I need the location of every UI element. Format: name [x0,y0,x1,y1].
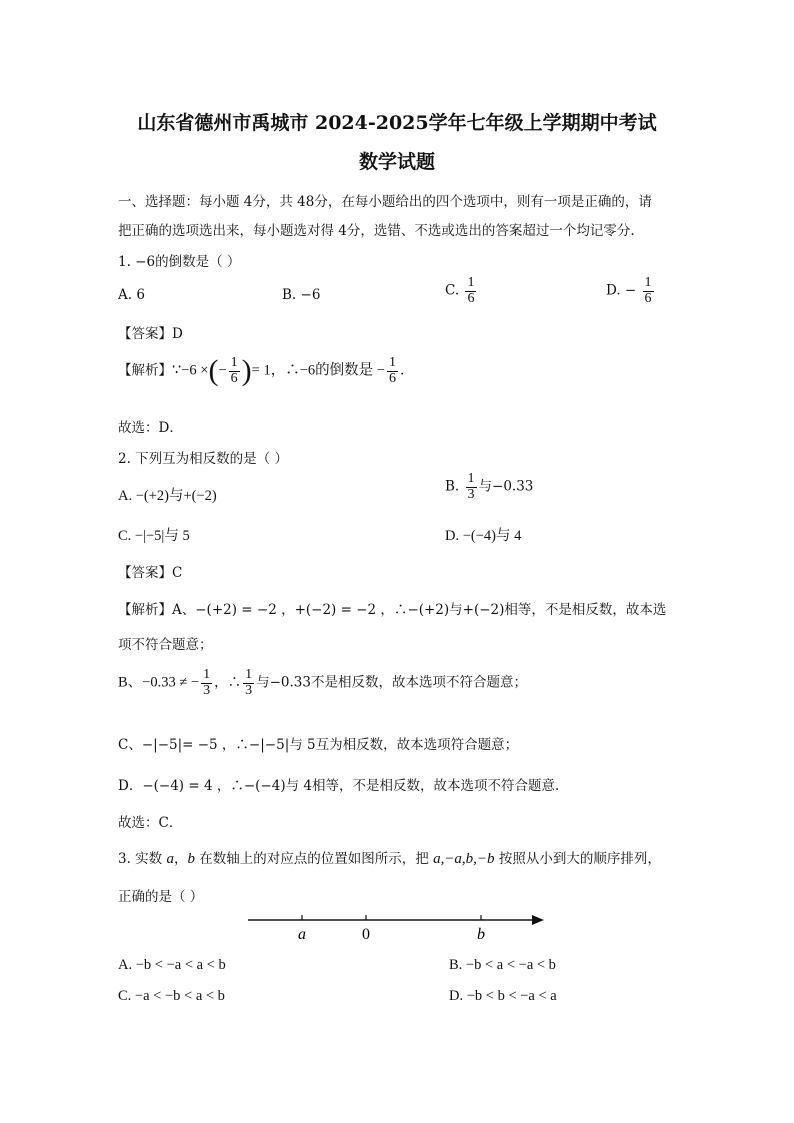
explanation-b-fraction [201,668,212,698]
q3-option-d: D. −b < b < −a < a [449,988,557,1004]
page-title: 山东省德州市禹城市 2024-2025学年七年级上学期期中考试 [137,112,657,134]
q1-option-c-label: C. [445,282,460,299]
q1-answer: 【答案】D [118,326,183,342]
q1-option-c-fraction [465,276,476,306]
q2-option-a: A. −(+2)与+(−2) [118,488,217,504]
fraction-denominator: 6 [230,370,238,386]
explanation-end: . [399,362,405,379]
right-paren: ) [241,354,252,388]
left-paren: ( [208,354,219,388]
q2-option-d: D. −(−4)与 4 [445,528,522,544]
fraction-numerator: 1 [245,667,253,682]
explanation-b-fraction-2 [243,668,254,698]
fraction-numerator: 1 [230,355,238,370]
explanation-b-mid: ，∴ [214,674,242,691]
q2-option-b-fraction [466,472,477,502]
q3-stem-line2: 正确的是（ ） [118,889,204,905]
page-subtitle: 数学试题 [358,151,435,173]
q1-option-c [445,276,478,306]
q3-option-b: B. −b < a < −a < b [449,957,556,973]
q2-explanation-b [118,668,527,698]
fraction-denominator: 6 [388,370,396,386]
fraction-denominator: 3 [467,486,475,502]
explanation-fraction [229,356,240,386]
label-b: b [477,926,485,943]
q2-option-b-label: B. [445,478,460,495]
fraction-numerator: 1 [467,275,475,290]
label-a: a [298,926,306,943]
q1-stem: 1. −6的倒数是（ ） [118,254,241,270]
section-intro-line2: 把正确的选项选出来，每小题选对得 4分，选错、不选或选出的答案超过一个均记零分. [118,223,635,239]
q2-option-b [445,472,533,502]
q2-explanation-a-line1: 【解析】A、−(+2) = −2 ，+(−2) = −2 ，∴−(+2)与+(−2)相等，不是相反数，故本选 [118,602,667,618]
label-zero: 0 [362,926,370,943]
q2-explanation-d: D．−(−4) = 4 ，∴−(−4)与 4相等，不是相反数，故本选项不符合题意. [118,778,560,794]
q2-option-c: C. −|−5|与 5 [118,528,190,544]
q3-stem-end: 按照从小到大的顺序排列， [494,851,661,867]
q2-option-b-text: 与−0.33 [478,478,534,495]
q3-stem-sep: ， [173,851,188,867]
explanation-b-end: 与−0.33不是相反数，故本选项不符合题意； [256,674,527,691]
q2-explanation-a-line2: 项不符合题意； [118,637,213,653]
q2-answer: 【答案】C [118,565,183,581]
fraction-denominator: 6 [644,290,652,306]
var-b: b [187,851,195,867]
fraction-denominator: 3 [245,682,253,698]
q1-explanation [118,356,404,386]
explanation-minus: − [218,362,227,379]
q1-option-d [606,276,656,306]
fraction-numerator: 1 [644,275,652,290]
var-a: a [166,851,174,867]
explanation-b-pre: B、−0.33 ≠ − [118,674,200,691]
q1-conclusion: 故选：D． [118,420,183,436]
explanation-math-pre: ∵−6 × [172,362,209,379]
q1-option-b: B. −6 [282,287,321,303]
arrow-right-icon [532,915,544,925]
q2-explanation-c: C、−|−5|= −5 ，∴−|−5|与 5互为相反数，故本选项符合题意； [118,737,519,753]
var-list: a,−a,b,−b [433,851,495,867]
fraction-numerator: 1 [467,471,475,486]
q1-option-a: A. 6 [118,287,145,303]
q3-stem-line1 [118,847,661,868]
fraction-denominator: 6 [467,290,475,306]
q2-stem: 2. 下列互为相反数的是（ ） [118,451,288,467]
fraction-numerator: 1 [388,355,396,370]
q3-option-c: C. −a < −b < a < b [118,988,225,1004]
q2-conclusion: 故选：C． [118,815,183,831]
q1-option-d-fraction [643,276,654,306]
fraction-numerator: 1 [203,667,211,682]
q3-stem-mid: 在数轴上的对应点的位置如图所示，把 [194,851,434,867]
section-intro-line1: 一、选择题：每小题 4分，共 48分，在每小题给出的四个选项中，则有一项是正确的，请 [118,194,652,210]
fraction-denominator: 3 [203,682,211,698]
q3-option-a: A. −b < −a < a < b [118,957,226,973]
explanation-math-mid: = 1，∴−6的倒数是 − [251,362,385,379]
q3-stem-pre: 3. 实数 [118,851,167,867]
number-line-figure [240,908,560,944]
q1-option-d-label: D. − [606,282,637,299]
explanation-label: 【解析】 [118,362,172,379]
explanation-fraction-2 [387,356,398,386]
